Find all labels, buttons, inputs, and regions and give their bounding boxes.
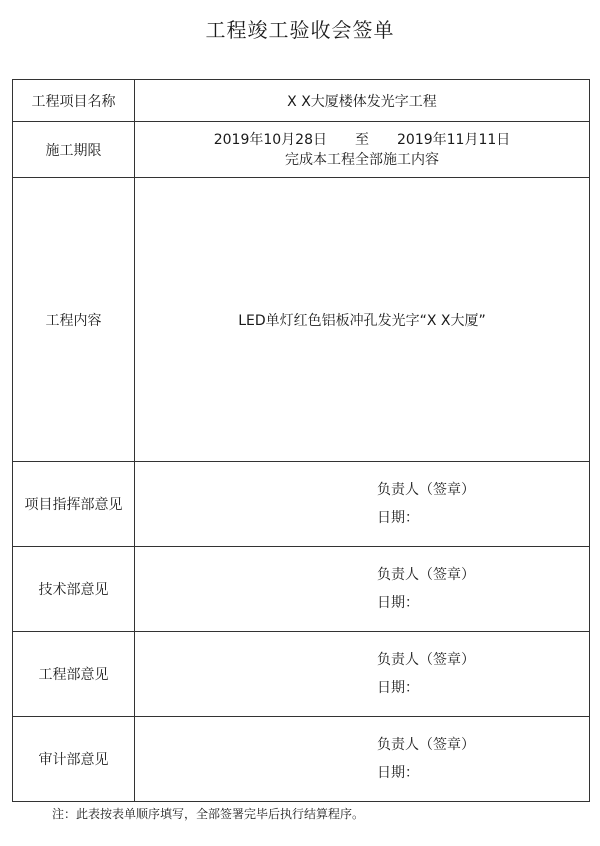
period-range: [135, 130, 589, 150]
footnote: 注：此表按表单顺序填写，全部签署完毕后执行结算程序。: [52, 807, 365, 821]
opinion-label-engineering: 工程部意见: [13, 632, 135, 717]
project-name-value: X X大厦楼体发光字工程: [135, 80, 590, 122]
signer-field: 负责人（签章）: [377, 567, 475, 583]
project-name-label: 工程项目名称: [13, 80, 135, 122]
table-row-opinion: [13, 547, 590, 632]
period-note: 完成本工程全部施工内容: [285, 151, 439, 168]
opinion-label-tech: 技术部意见: [13, 547, 135, 632]
table-row-content: [13, 178, 590, 462]
table-row-opinion: [13, 717, 590, 802]
content-value: LED单灯红色铝板冲孔发光字“X X大厦”: [135, 178, 590, 462]
opinion-sign-area-audit: [135, 717, 590, 802]
opinion-sign-area-tech: [135, 547, 590, 632]
opinion-label-audit: 审计部意见: [13, 717, 135, 802]
date-field: 日期：: [377, 680, 419, 696]
period-end: 2019年11月11日: [397, 131, 511, 148]
page-title: 工程竣工验收会签单: [205, 18, 395, 42]
table-row-period: [13, 122, 590, 178]
table-row-opinion: [13, 632, 590, 717]
signoff-form-table: [12, 79, 590, 802]
date-field: 日期：: [377, 765, 419, 781]
date-field: 日期：: [377, 510, 419, 526]
opinion-sign-area-engineering: [135, 632, 590, 717]
content-label: 工程内容: [13, 178, 135, 462]
opinion-sign-area-hq: [135, 462, 590, 547]
signer-field: 负责人（签章）: [377, 652, 475, 668]
opinion-label-hq: 项目指挥部意见: [13, 462, 135, 547]
period-value: [135, 122, 590, 178]
signer-field: 负责人（签章）: [377, 482, 475, 498]
period-label: 施工期限: [13, 122, 135, 178]
date-field: 日期：: [377, 595, 419, 611]
signer-field: 负责人（签章）: [377, 737, 475, 753]
table-row-opinion: [13, 462, 590, 547]
table-row-project-name: [13, 80, 590, 122]
period-to: 至: [355, 131, 369, 148]
period-start: 2019年10月28日: [213, 131, 327, 148]
